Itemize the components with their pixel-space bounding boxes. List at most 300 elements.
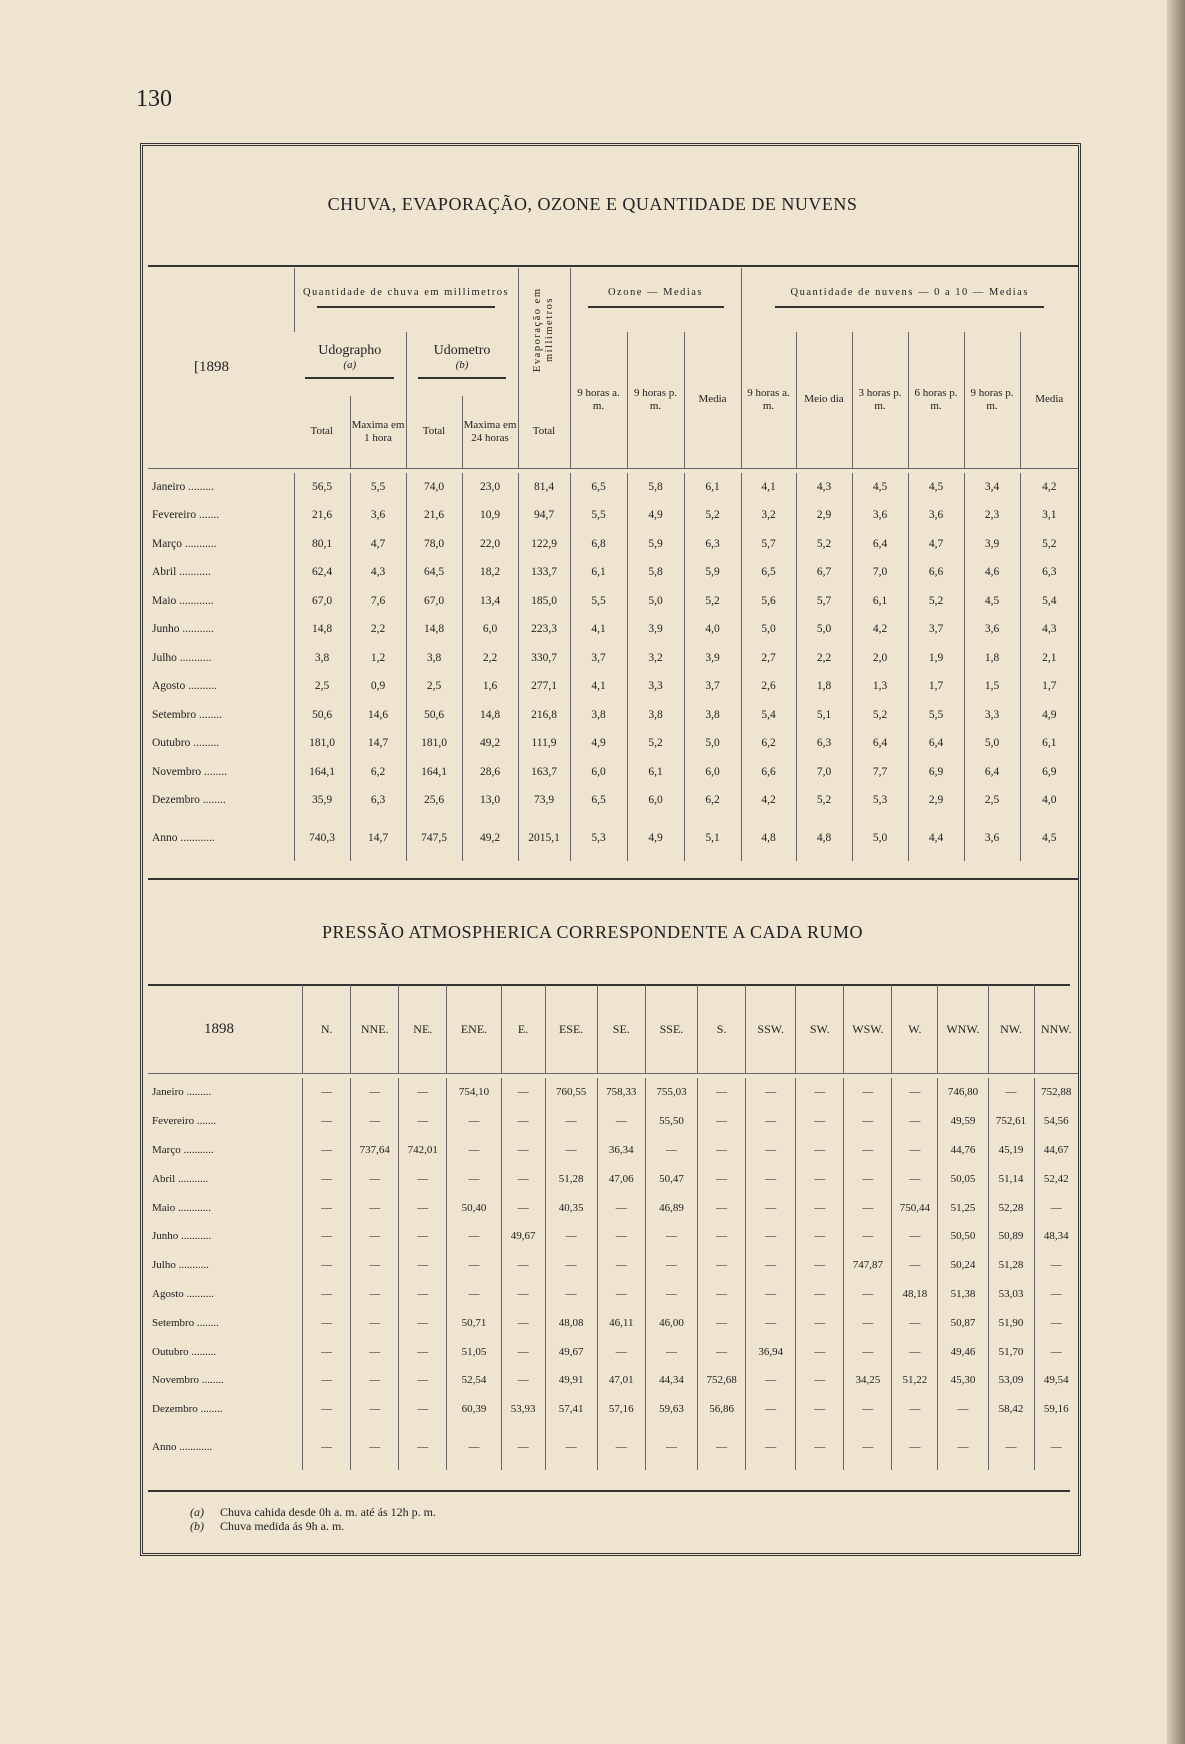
table-cell: 5,2 <box>1020 530 1078 559</box>
table-cell: 2,2 <box>462 644 518 673</box>
table-cell: 57,41 <box>545 1395 597 1424</box>
table-cell: 3,6 <box>964 615 1020 644</box>
table-cell: 7,7 <box>852 758 908 787</box>
table-cell: 50,6 <box>294 701 350 730</box>
table-cell: 5,1 <box>684 815 741 861</box>
table-row <box>148 1107 1078 1136</box>
table-cell: 62,4 <box>294 558 350 587</box>
table-cell: 2,5 <box>406 672 462 701</box>
table-cell: 752,61 <box>988 1107 1034 1136</box>
table-cell: 48,08 <box>545 1308 597 1337</box>
table-cell: — <box>501 1366 545 1395</box>
table-cell: — <box>844 1222 892 1251</box>
table-cell: 2,1 <box>1020 644 1078 673</box>
table-cell: 44,67 <box>1034 1136 1078 1165</box>
evaporation-header: Evaporação em millimetros <box>518 268 570 396</box>
table-cell: 3,7 <box>908 615 964 644</box>
table-cell: 0,9 <box>350 672 406 701</box>
table-cell: 23,0 <box>462 473 518 502</box>
ozone-group-header: Ozone — Medias <box>570 268 741 332</box>
table-cell: 56,5 <box>294 473 350 502</box>
direction-header: S. <box>698 985 746 1074</box>
table-cell: 6,0 <box>627 786 684 815</box>
clouds-9pm-header: 9 horas p. m. <box>964 332 1020 468</box>
table-cell: 51,05 <box>447 1337 501 1366</box>
table-cell: 5,9 <box>627 530 684 559</box>
table-cell: — <box>698 1078 746 1107</box>
table-cell: — <box>303 1424 351 1470</box>
table-cell: — <box>351 1107 399 1136</box>
table-cell: 22,0 <box>462 530 518 559</box>
table-cell: 51,28 <box>545 1164 597 1193</box>
table-cell: 81,4 <box>518 473 570 502</box>
footnote-a: (a) Chuva cahida desde 0h a. m. até ás 12h p. m. <box>190 1505 436 1519</box>
table-cell: 49,67 <box>501 1222 545 1251</box>
table-cell: — <box>796 1280 844 1309</box>
table-cell: — <box>698 1424 746 1470</box>
table-cell: 6,4 <box>964 758 1020 787</box>
row-label: Junho ........... <box>152 1230 212 1243</box>
table-cell: 5,0 <box>796 615 852 644</box>
table-row <box>148 1193 1078 1222</box>
table-cell: 13,4 <box>462 587 518 616</box>
row-label: Agosto .......... <box>152 1287 215 1300</box>
direction-header: ESE. <box>545 985 597 1074</box>
row-label: Abril ........... <box>152 1172 209 1185</box>
table-cell: — <box>501 1164 545 1193</box>
table-cell: 51,90 <box>988 1308 1034 1337</box>
section2-bottom-rule <box>148 1490 1070 1492</box>
table-cell: 52,54 <box>447 1366 501 1395</box>
table-cell: — <box>698 1164 746 1193</box>
table-cell: — <box>796 1251 844 1280</box>
table-cell: — <box>303 1366 351 1395</box>
table-cell: 758,33 <box>597 1078 645 1107</box>
table-cell: — <box>399 1222 447 1251</box>
table-row <box>148 1251 1078 1280</box>
table-cell: — <box>501 1251 545 1280</box>
evaporation-total-header: Total <box>518 396 570 468</box>
table-cell: — <box>447 1424 501 1470</box>
table-cell: 1,7 <box>908 672 964 701</box>
table-cell: — <box>892 1078 938 1107</box>
table-cell: — <box>988 1424 1034 1470</box>
table-cell: — <box>597 1337 645 1366</box>
table-cell: 49,67 <box>545 1337 597 1366</box>
table-cell: 14,8 <box>406 615 462 644</box>
table-cell: 133,7 <box>518 558 570 587</box>
table-cell: — <box>399 1424 447 1470</box>
table-cell: 5,4 <box>741 701 796 730</box>
table-cell: 747,87 <box>844 1251 892 1280</box>
table-cell: 5,3 <box>852 786 908 815</box>
table-cell: — <box>351 1164 399 1193</box>
table-cell: — <box>1034 1193 1078 1222</box>
table-cell: 3,6 <box>350 501 406 530</box>
row-label: Novembro ........ <box>152 1374 224 1387</box>
table-cell: 3,8 <box>406 644 462 673</box>
table-cell: 2,5 <box>964 786 1020 815</box>
table-cell: 73,9 <box>518 786 570 815</box>
table-cell: 14,8 <box>294 615 350 644</box>
table-cell: 740,3 <box>294 815 350 861</box>
table-cell: 1,8 <box>796 672 852 701</box>
table-cell: 6,4 <box>852 530 908 559</box>
table-cell: 6,0 <box>462 615 518 644</box>
table-cell: 5,5 <box>570 501 627 530</box>
table-cell: — <box>1034 1337 1078 1366</box>
table-cell: — <box>303 1395 351 1424</box>
table-cell: 45,19 <box>988 1136 1034 1165</box>
row-label: Janeiro ......... <box>152 1086 212 1099</box>
table-cell: 5,2 <box>684 587 741 616</box>
table-cell: 21,6 <box>294 501 350 530</box>
table-cell: — <box>698 1136 746 1165</box>
table-cell: 5,2 <box>796 786 852 815</box>
table-cell: 13,0 <box>462 786 518 815</box>
table-cell: — <box>892 1164 938 1193</box>
table-cell: 2,3 <box>964 501 1020 530</box>
table-cell: 3,8 <box>627 701 684 730</box>
table-cell: — <box>746 1136 796 1165</box>
table-cell: 6,0 <box>684 758 741 787</box>
table-cell: 4,6 <box>964 558 1020 587</box>
udographo-header: Udographo (a) <box>294 332 406 396</box>
table-cell: — <box>399 1078 447 1107</box>
table-cell: 3,9 <box>964 530 1020 559</box>
table-cell: 4,1 <box>570 672 627 701</box>
table-cell: — <box>303 1107 351 1136</box>
table-cell: 3,6 <box>964 815 1020 861</box>
row-label: Janeiro ......... <box>152 480 214 493</box>
table-cell: — <box>988 1078 1034 1107</box>
table-cell: — <box>746 1107 796 1136</box>
table-cell: 74,0 <box>406 473 462 502</box>
table-cell: — <box>351 1395 399 1424</box>
table-row <box>148 1308 1078 1337</box>
table-cell: — <box>796 1078 844 1107</box>
rain-total-row <box>148 815 1078 861</box>
table-cell: 14,7 <box>350 815 406 861</box>
table-cell: 34,25 <box>844 1366 892 1395</box>
table-cell: — <box>746 1424 796 1470</box>
table-cell: 760,55 <box>545 1078 597 1107</box>
table-cell: — <box>645 1424 697 1470</box>
table-cell: — <box>351 1078 399 1107</box>
table-cell: 6,9 <box>908 758 964 787</box>
table-cell: — <box>501 1424 545 1470</box>
table-cell: 3,8 <box>294 644 350 673</box>
table-cell: — <box>399 1164 447 1193</box>
table-cell: 6,3 <box>796 729 852 758</box>
table-cell: 5,0 <box>684 729 741 758</box>
table-cell: — <box>698 1222 746 1251</box>
table-cell: 59,16 <box>1034 1395 1078 1424</box>
table-cell: 2015,1 <box>518 815 570 861</box>
table-cell: 51,14 <box>988 1164 1034 1193</box>
row-label: Maio ............ <box>152 1201 211 1214</box>
table-cell: 4,5 <box>852 473 908 502</box>
table-cell: 1,3 <box>852 672 908 701</box>
row-label: Dezembro ........ <box>152 794 226 807</box>
table-cell: — <box>399 1280 447 1309</box>
table-cell: — <box>746 1395 796 1424</box>
table-cell: 4,3 <box>796 473 852 502</box>
table-cell: 330,7 <box>518 644 570 673</box>
table-cell: 5,6 <box>741 587 796 616</box>
table-cell: 2,2 <box>350 615 406 644</box>
table-cell: — <box>501 1193 545 1222</box>
table-cell: 4,2 <box>1020 473 1078 502</box>
table-cell: — <box>698 1193 746 1222</box>
table-cell: 3,3 <box>964 701 1020 730</box>
table-cell: — <box>645 1222 697 1251</box>
table-cell: 50,71 <box>447 1308 501 1337</box>
table-cell: 35,9 <box>294 786 350 815</box>
table-cell: 5,2 <box>684 501 741 530</box>
row-label: Abril ........... <box>152 566 211 579</box>
table-cell: 94,7 <box>518 501 570 530</box>
table-cell: — <box>303 1337 351 1366</box>
table-cell: 5,0 <box>627 587 684 616</box>
table-row <box>148 558 1078 587</box>
table-cell: — <box>303 1078 351 1107</box>
table-cell: 223,3 <box>518 615 570 644</box>
table-cell: — <box>844 1107 892 1136</box>
table-cell: — <box>545 1280 597 1309</box>
table-cell: 6,0 <box>570 758 627 787</box>
table-cell: 46,89 <box>645 1193 697 1222</box>
table-cell: 746,80 <box>938 1078 988 1107</box>
table-cell: 6,8 <box>570 530 627 559</box>
table-cell: 5,9 <box>684 558 741 587</box>
table-cell: — <box>746 1366 796 1395</box>
table-cell: 67,0 <box>406 587 462 616</box>
table-cell: 14,7 <box>350 729 406 758</box>
row-label: Anno ............ <box>152 1440 213 1453</box>
table-cell: 1,8 <box>964 644 1020 673</box>
table-row <box>148 1164 1078 1193</box>
table-cell: 46,11 <box>597 1308 645 1337</box>
direction-header: SSW. <box>746 985 796 1074</box>
table-cell: 50,89 <box>988 1222 1034 1251</box>
clouds-6pm-header: 6 horas p. m. <box>908 332 964 468</box>
row-label: Julho ........... <box>152 651 212 664</box>
table-cell: — <box>892 1395 938 1424</box>
rain-group-header: Quantidade de chuva em millimetros <box>294 268 518 332</box>
section1-year-label: [1898 <box>194 359 229 376</box>
row-label: Outubro ......... <box>152 1345 217 1358</box>
table-row <box>148 1078 1078 1107</box>
table-cell: 3,6 <box>852 501 908 530</box>
table-cell: 2,2 <box>796 644 852 673</box>
table-cell: 6,4 <box>852 729 908 758</box>
table-cell: 44,34 <box>645 1366 697 1395</box>
footnotes <box>190 1505 436 1533</box>
table-cell: — <box>399 1251 447 1280</box>
table-cell: — <box>399 1366 447 1395</box>
table-row <box>148 473 1078 502</box>
page-number: 130 <box>136 86 172 112</box>
table-cell: 49,59 <box>938 1107 988 1136</box>
table-cell: 4,5 <box>964 587 1020 616</box>
ozone-9pm-header: 9 horas p. m. <box>627 332 684 468</box>
table-cell: 755,03 <box>645 1078 697 1107</box>
table-cell: — <box>796 1395 844 1424</box>
table-cell: 1,7 <box>1020 672 1078 701</box>
direction-header: W. <box>892 985 938 1074</box>
table-cell: 4,9 <box>627 815 684 861</box>
clouds-group-header: Quantidade de nuvens — 0 a 10 — Medias <box>741 268 1078 332</box>
direction-header: SSE. <box>645 985 697 1074</box>
table-cell: 4,9 <box>1020 701 1078 730</box>
table-cell: 6,3 <box>684 530 741 559</box>
table-cell: 3,9 <box>627 615 684 644</box>
table-cell: 3,6 <box>908 501 964 530</box>
table-cell: 3,8 <box>570 701 627 730</box>
table-cell: 60,39 <box>447 1395 501 1424</box>
table-cell: — <box>597 1193 645 1222</box>
table-cell: 6,1 <box>627 758 684 787</box>
ozone-9am-header: 9 horas a. m. <box>570 332 627 468</box>
table-cell: 4,1 <box>741 473 796 502</box>
table-cell: 2,0 <box>852 644 908 673</box>
table-cell: 5,5 <box>350 473 406 502</box>
table-cell: 6,1 <box>852 587 908 616</box>
table-cell: 51,25 <box>938 1193 988 1222</box>
table-cell: — <box>796 1308 844 1337</box>
table-cell: — <box>303 1280 351 1309</box>
table-cell: — <box>501 1107 545 1136</box>
row-label: Fevereiro ....... <box>152 509 220 522</box>
table-cell: — <box>892 1251 938 1280</box>
table-cell: 51,70 <box>988 1337 1034 1366</box>
ozone-media-header: Media <box>684 332 741 468</box>
table-cell: — <box>501 1308 545 1337</box>
table-cell: 6,2 <box>350 758 406 787</box>
table-cell: — <box>399 1395 447 1424</box>
table-cell: — <box>1034 1424 1078 1470</box>
table-cell: — <box>501 1078 545 1107</box>
table-cell: 4,8 <box>796 815 852 861</box>
table-cell: — <box>303 1222 351 1251</box>
table-cell: 50,05 <box>938 1164 988 1193</box>
table-cell: 50,50 <box>938 1222 988 1251</box>
table-cell: 51,38 <box>938 1280 988 1309</box>
direction-header: NW. <box>988 985 1034 1074</box>
row-label: Maio ............ <box>152 594 214 607</box>
table-cell: 6,2 <box>684 786 741 815</box>
table-cell: — <box>351 1366 399 1395</box>
table-cell: 216,8 <box>518 701 570 730</box>
table-cell: 5,2 <box>852 701 908 730</box>
table-cell: 53,93 <box>501 1395 545 1424</box>
table-cell: — <box>892 1337 938 1366</box>
table-cell: 4,7 <box>908 530 964 559</box>
table-cell: — <box>597 1107 645 1136</box>
table-cell: 2,9 <box>796 501 852 530</box>
table-cell: — <box>796 1366 844 1395</box>
table-cell: 3,4 <box>964 473 1020 502</box>
direction-header: ENE. <box>447 985 501 1074</box>
table-cell: 122,9 <box>518 530 570 559</box>
table-cell: — <box>447 1107 501 1136</box>
table-cell: — <box>796 1164 844 1193</box>
row-label: Setembro ........ <box>152 1316 219 1329</box>
table-cell: — <box>447 1280 501 1309</box>
table-cell: 4,3 <box>350 558 406 587</box>
direction-header: NNE. <box>351 985 399 1074</box>
table-cell: 67,0 <box>294 587 350 616</box>
table-cell: — <box>746 1280 796 1309</box>
section1-bottom-rule <box>148 878 1078 880</box>
table-cell: 3,2 <box>741 501 796 530</box>
table-cell: 742,01 <box>399 1136 447 1165</box>
table-cell: — <box>746 1222 796 1251</box>
row-label: Anno ............ <box>152 831 215 844</box>
table-cell: 752,68 <box>698 1366 746 1395</box>
table-cell: — <box>796 1193 844 1222</box>
table-cell: — <box>303 1136 351 1165</box>
table-cell: 750,44 <box>892 1193 938 1222</box>
table-cell: 737,64 <box>351 1136 399 1165</box>
table-cell: — <box>351 1337 399 1366</box>
table-cell: 5,5 <box>908 701 964 730</box>
table-cell: — <box>938 1424 988 1470</box>
row-label: Agosto .......... <box>152 680 217 693</box>
table-cell: — <box>892 1107 938 1136</box>
table-cell: 747,5 <box>406 815 462 861</box>
table-row <box>148 1136 1078 1165</box>
table-row <box>148 530 1078 559</box>
table-cell: 4,9 <box>627 501 684 530</box>
direction-header: SW. <box>796 985 844 1074</box>
table-cell: — <box>844 1164 892 1193</box>
table-row <box>148 729 1078 758</box>
table-cell: — <box>545 1107 597 1136</box>
table-cell: — <box>501 1337 545 1366</box>
table-cell: 5,5 <box>570 587 627 616</box>
table-cell: — <box>746 1308 796 1337</box>
table-cell: 6,1 <box>570 558 627 587</box>
footnote-b: (b) Chuva medida ás 9h a. m. <box>190 1519 345 1533</box>
direction-header: WNW. <box>938 985 988 1074</box>
table-cell: 1,5 <box>964 672 1020 701</box>
table-cell: 78,0 <box>406 530 462 559</box>
row-label: Novembro ........ <box>152 765 228 778</box>
table-cell: 36,34 <box>597 1136 645 1165</box>
table-cell: 4,1 <box>570 615 627 644</box>
table-cell: 40,35 <box>545 1193 597 1222</box>
table-cell: 7,6 <box>350 587 406 616</box>
clouds-9am-header: 9 horas a. m. <box>741 332 796 468</box>
table-cell: — <box>597 1280 645 1309</box>
table-cell: — <box>447 1164 501 1193</box>
table-cell: — <box>545 1251 597 1280</box>
table-cell: 5,0 <box>964 729 1020 758</box>
table-cell: — <box>698 1337 746 1366</box>
table-cell: 4,9 <box>570 729 627 758</box>
table-cell: 6,5 <box>741 558 796 587</box>
table-cell: — <box>746 1193 796 1222</box>
table-cell: 50,47 <box>645 1164 697 1193</box>
table-cell: — <box>399 1107 447 1136</box>
table-cell: 6,1 <box>1020 729 1078 758</box>
page-edge <box>1167 0 1185 1744</box>
table-cell: 277,1 <box>518 672 570 701</box>
table-cell: 4,0 <box>684 615 741 644</box>
table-cell: — <box>645 1337 697 1366</box>
